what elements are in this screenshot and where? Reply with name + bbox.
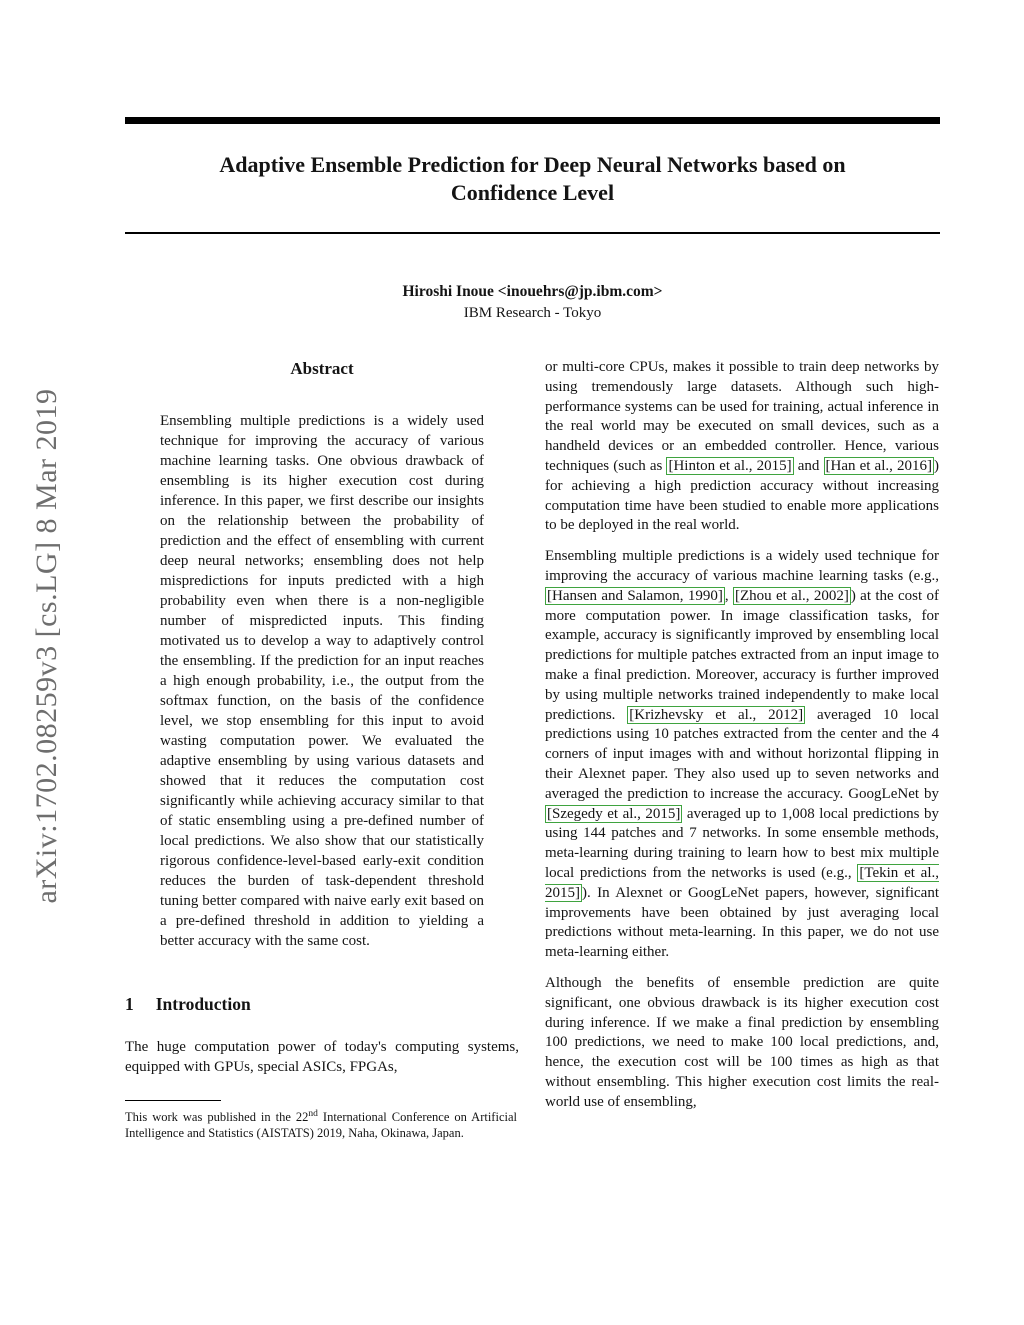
- author-line: Hiroshi Inoue <inouehrs@jp.ibm.com>: [402, 283, 663, 300]
- body-paragraph-3: Although the benefits of ensemble prediction are quite significant, one obvious drawback is its higher execution cost during inference. If we make a final prediction by ensembling 100 predictions, we need to make 100 local predictions, and, hence, the execution cost will be 100 times as high as that without ensembling. This higher execution cost limits the real-world use of ensembling,: [545, 974, 939, 1110]
- footnote-text: This work was published in the 22nd International Conference on Artificial Intelligence and Statistics (AISTATS) 2019, Naha, Okinawa, Japan.: [125, 1108, 517, 1141]
- affiliation: IBM Research - Tokyo: [463, 305, 602, 321]
- body-paragraph-1: or multi-core CPUs, makes it possible to train deep networks by using tremendously large datasets. Although such high-performance systems can be used for training, actual inference in the real world may be executed on small devices, such as a handheld devices or an embedded controller. Hence, various techniques (such as [Hinton et al., 2015] and [Han et al., 2016] ) for achieving a high prediction accuracy without increasing computation time have been studied to enable more applications to be deployed in the real world.: [545, 359, 939, 534]
- top-rule: [125, 117, 940, 124]
- citation-link[interactable]: [Zhou et al., 2002]: [735, 587, 849, 604]
- arxiv-watermark: arXiv:1702.08259v3 [cs.LG] 8 Mar 2019: [30, 388, 63, 904]
- section-heading-introduction: [125, 993, 519, 1015]
- citation-link[interactable]: [Hansen and Salamon, 1990]: [547, 587, 723, 604]
- citation-link[interactable]: [Han et al., 2016]: [825, 457, 932, 474]
- section-title: Introduction: [155, 994, 251, 1014]
- superscript: nd: [308, 1108, 318, 1119]
- paper-title: Adaptive Ensemble Prediction for Deep Neural Networks based on Confidence Level: [219, 152, 846, 205]
- right-column: [545, 358, 939, 1112]
- citation-link[interactable]: [Hinton et al., 2015]: [668, 457, 792, 474]
- intro-paragraph: The huge computation power of today's computing systems, equipped with GPUs, special ASICs, FPGAs,: [125, 1039, 519, 1075]
- footnote-rule: [125, 1100, 221, 1101]
- citation-link[interactable]: [Tekin et al., 2015]: [545, 864, 939, 901]
- citation-link[interactable]: [Krizhevsky et al., 2012]: [629, 706, 804, 723]
- body-paragraph-2: Ensembling multiple predictions is a widely used technique for improving the accuracy of various machine learning tasks (e.g., [Hansen and Salamon, 1990] , [Zhou et al., 2002] ) at the cost of more computation power. In image classification tasks, for example, accuracy is significantly improved by ensembling local predictions for multiple patches extracted from an input image to make a final prediction. Moreover, accuracy is further improved by using multiple networks trained independently to make local predictions. [Krizhevsky et al., 2012] averaged 10 local predictions using 10 patches extracted from the center and the 4 corners of input images with and without horizontal flipping in their Alexnet paper. They also used up to seven networks and averaged the prediction to increase the accuracy. GoogLeNet by [Szegedy et al., 2015] averaged up to 1,008 local predictions by using 144 patches and 7 networks. In some ensemble methods, meta-learning during training to learn how to best mix multiple local predictions from the networks is used (e.g., [Tekin et al., 2015] ). In Alexnet or GoogLeNet papers, however, significant improvements have been obtained by just averaging local predictions without meta-learning. In this paper, we do not use meta-learning either.: [545, 548, 939, 961]
- citation-link[interactable]: [Szegedy et al., 2015]: [547, 805, 681, 822]
- paper-content: [125, 0, 940, 1142]
- two-column-body: [125, 358, 940, 1142]
- abstract-heading: Abstract: [290, 359, 354, 378]
- author-block: [125, 282, 940, 322]
- title-rule: [125, 232, 940, 234]
- section-number: 1: [125, 994, 134, 1014]
- left-column: [125, 358, 519, 1142]
- abstract-text: Ensembling multiple predictions is a widely used technique for improving the accuracy of various machine learning tasks. One obvious drawback of ensembling is its higher execution cost during inference. In this paper, we first describe our insights on the relationship between the probability of prediction and the effect of ensembling with current deep neural networks; ensembling does not help mispredictions for inputs predicted with a high probability even when there is a non-negligible number of mispredicted inputs. This finding motivated us to develop a way to adaptively control the ensembling. If the prediction for an input reaches a high enough probability, i.e., the output from the softmax function, on the basis of the confidence level, we stop ensembling for this input to avoid wasting computation power. We evaluated the adaptive ensembling by using various datasets and showed that it reduces the computation cost significantly while achieving accuracy similar to that of static ensembling using a pre-defined number of local predictions. We also show that our statistically rigorous confidence-level-based early-exit condition reduces the burden of task-dependent threshold tuning better compared with naive early exit based on a pre-defined threshold in addition to yielding a better accuracy with the same cost.: [160, 413, 484, 949]
